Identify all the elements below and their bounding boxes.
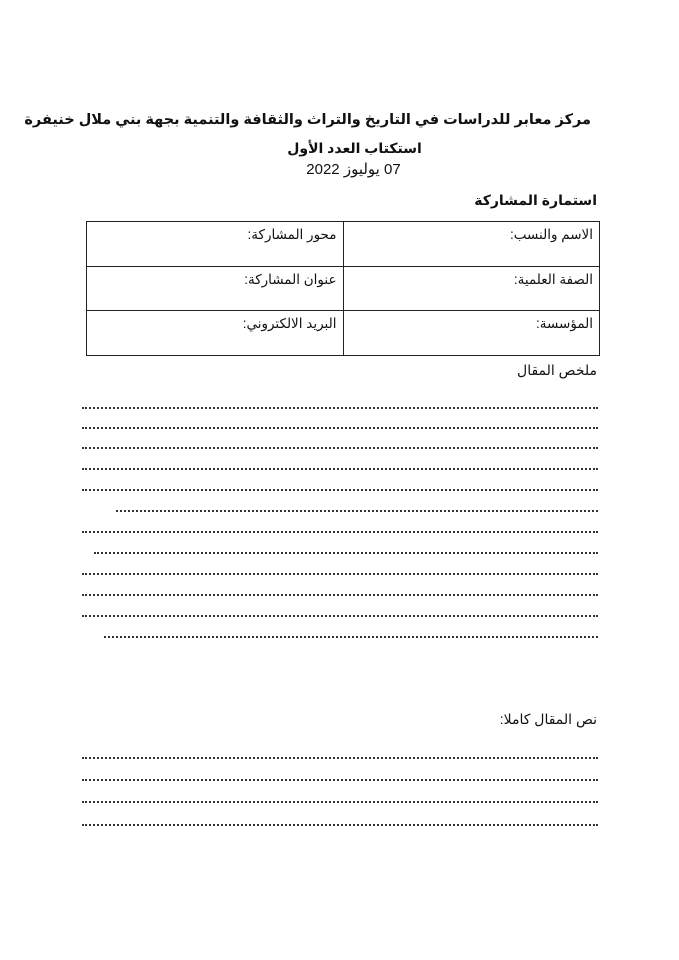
summary-dotted-line[interactable] xyxy=(82,531,598,533)
summary-dotted-line[interactable] xyxy=(82,407,598,409)
participation-form-table xyxy=(86,221,600,356)
email-label: البريد الالكتروني: xyxy=(242,316,337,332)
summary-dotted-line[interactable] xyxy=(116,510,598,512)
form-row xyxy=(87,222,600,267)
summary-dotted-line[interactable] xyxy=(82,573,598,575)
email-field[interactable] xyxy=(87,311,344,356)
page-subtitle: استكتاب العدد الأول xyxy=(287,140,422,156)
summary-dotted-line[interactable] xyxy=(82,615,598,617)
full-text-dotted-line[interactable] xyxy=(82,824,598,826)
name-field[interactable] xyxy=(343,222,600,267)
form-heading: استمارة المشاركة xyxy=(474,192,597,208)
full-text-dotted-line[interactable] xyxy=(82,757,598,759)
summary-dotted-line[interactable] xyxy=(94,552,598,554)
summary-dotted-line[interactable] xyxy=(82,594,598,596)
participation-axis-label: محور المشاركة: xyxy=(247,227,337,242)
name-label: الاسم والنسب: xyxy=(509,227,593,242)
full-text-dotted-line[interactable] xyxy=(82,779,598,781)
summary-dotted-line[interactable] xyxy=(82,427,598,429)
summary-dotted-line[interactable] xyxy=(82,468,598,470)
form-row xyxy=(87,266,600,311)
full-text-label: نص المقال كاملا: xyxy=(499,711,597,727)
academic-title-field[interactable] xyxy=(343,266,600,311)
form-row xyxy=(87,311,600,356)
participation-axis-field[interactable] xyxy=(87,222,344,267)
summary-dotted-line[interactable] xyxy=(82,447,598,449)
academic-title-label: الصفة العلمية: xyxy=(513,271,593,287)
summary-dotted-line[interactable] xyxy=(104,636,598,638)
participation-title-label: عنوان المشاركة: xyxy=(244,271,337,287)
institution-field[interactable] xyxy=(343,311,600,356)
participation-title-field[interactable] xyxy=(87,266,344,311)
summary-label: ملخص المقال xyxy=(517,362,597,378)
page-title: مركز معابر للدراسات في التاريخ والتراث والثقافة والتنمية بجهة بني ملال خنيفرة xyxy=(24,112,591,128)
institution-label: المؤسسة: xyxy=(536,316,593,332)
full-text-dotted-line[interactable] xyxy=(82,801,598,803)
summary-dotted-line[interactable] xyxy=(82,489,598,491)
page-date: 07 يوليوز 2022 xyxy=(306,161,401,178)
